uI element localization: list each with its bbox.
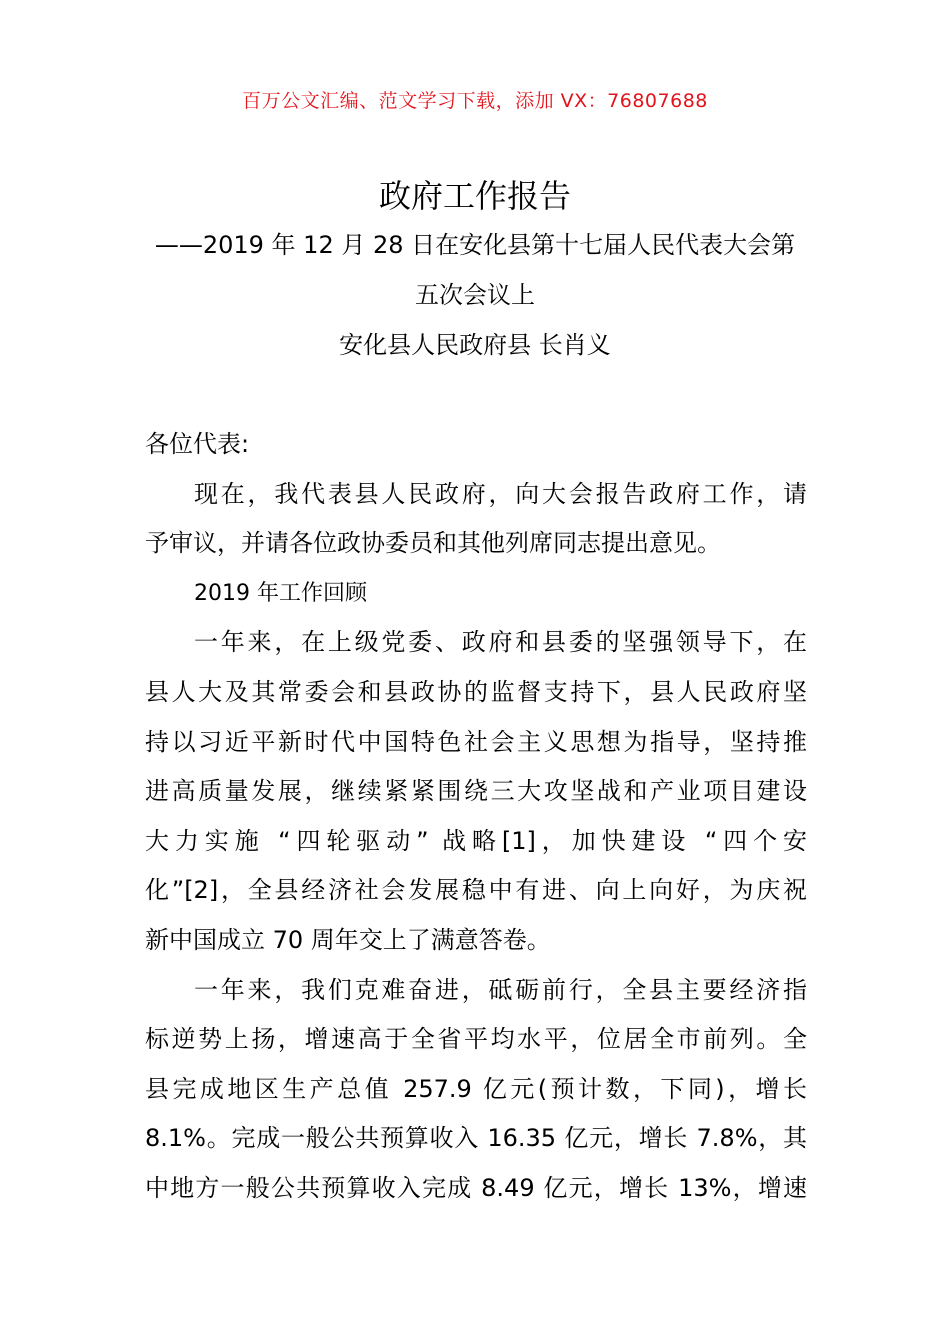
body-line: 8.1%。完成一般公共预算收入 16.35 亿元，增长 7.8%，其	[145, 1124, 807, 1153]
body-line: 标逆势上扬，增速高于全省平均水平，位居全市前列。全	[145, 1025, 807, 1054]
subtitle-author: 安化县人民政府县 长肖义	[339, 331, 611, 359]
watermark-header: 百万公文汇编、范文学习下载，添加 VX：76807688	[242, 90, 708, 112]
body-line: 大力实施 “四轮驱动” 战略[1]，加快建设 “四个安	[145, 826, 807, 855]
body-line: 一年来，我们克难奋进，砥砺前行，全县主要经济指	[194, 975, 807, 1004]
body-line: 一年来，在上级党委、政府和县委的坚强领导下，在	[194, 628, 807, 657]
document-body	[145, 420, 807, 1214]
body-line: 持以习近平新时代中国特色社会主义思想为指导，坚持推	[145, 727, 807, 756]
salutation: 各位代表:	[145, 430, 250, 458]
document-title: 政府工作报告	[378, 177, 571, 215]
subtitle-line-2: 五次会议上	[415, 281, 535, 309]
body-line: 化”[2]，全县经济社会发展稳中有进、向上向好，为庆祝	[145, 876, 807, 905]
body-line: 予审议，并请各位政协委员和其他列席同志提出意见。	[145, 529, 721, 558]
body-line: 现在，我代表县人民政府，向大会报告政府工作，请	[194, 479, 807, 508]
section-heading: 2019 年工作回顾	[194, 580, 367, 606]
body-line: 县完成地区生产总值 257.9 亿元(预计数，下同)，增长	[145, 1074, 807, 1103]
body-line: 中地方一般公共预算收入完成 8.49 亿元，增长 13%，增速	[145, 1173, 807, 1202]
body-line: 进高质量发展，继续紧紧围绕三大攻坚战和产业项目建设	[145, 777, 807, 806]
subtitle-line-1: ——2019 年 12 月 28 日在安化县第十七届人民代表大会第	[154, 231, 796, 259]
body-line: 县人大及其常委会和县政协的监督支持下，县人民政府坚	[145, 677, 807, 706]
body-line: 新中国成立 70 周年交上了满意答卷。	[145, 925, 551, 954]
